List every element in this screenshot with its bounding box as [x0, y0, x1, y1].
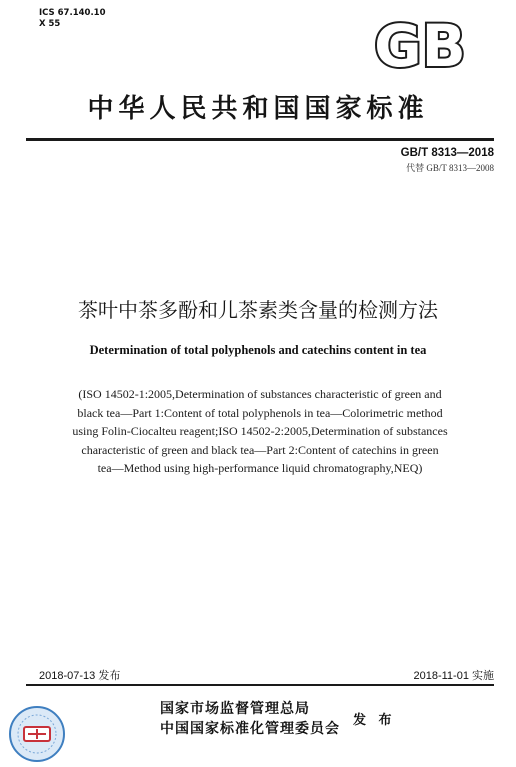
document-title-english: Determination of total polyphenols and catechins content in tea [89, 343, 427, 357]
ics-code: ICS 67.140.10 [39, 8, 106, 18]
iso-reference-line: characteristic of green and black tea—Part 2:Content of catechins in green [81, 442, 439, 457]
document-title-chinese: 茶叶中茶多酚和儿茶素类含量的检测方法 [78, 298, 438, 322]
ccs-code: X 55 [39, 19, 61, 29]
gb-logo-text: GB [374, 16, 466, 70]
standard-number: GB/T 8313—2018 [400, 147, 494, 159]
issuer-line: 中国国家标准化管理委员会 [160, 721, 340, 737]
iso-reference-line: tea—Method using high-performance liquid chromatography,NEQ) [97, 461, 423, 475]
header-divider [26, 138, 494, 141]
issuer-line: 国家市场监督管理总局 [160, 701, 310, 717]
iso-reference-line: (ISO 14502-1:2005,Determination of substances characteristic of green and [78, 387, 442, 401]
publish-label: 发 布 [353, 713, 396, 728]
implementation-date: 2018-11-01 实施 [413, 670, 494, 682]
iso-reference [30, 385, 490, 478]
gb-logo [364, 16, 476, 70]
standard-type-title: 中华人民共和国国家标准 [87, 94, 429, 124]
footer-divider [26, 684, 494, 686]
replaces-standard: 代替 GB/T 8313—2008 [406, 163, 494, 173]
anti-counterfeit-seal-icon [8, 705, 66, 763]
issue-date: 2018-07-13 发布 [39, 670, 121, 682]
issuing-authorities [160, 699, 340, 739]
iso-reference-line: black tea—Part 1:Content of total polyphenols in tea—Colorimetric method [77, 405, 443, 420]
iso-reference-line: using Folin-Ciocalteu reagent;ISO 14502-2:2005,Determination of substances [72, 424, 448, 438]
classification-codes [39, 8, 106, 30]
